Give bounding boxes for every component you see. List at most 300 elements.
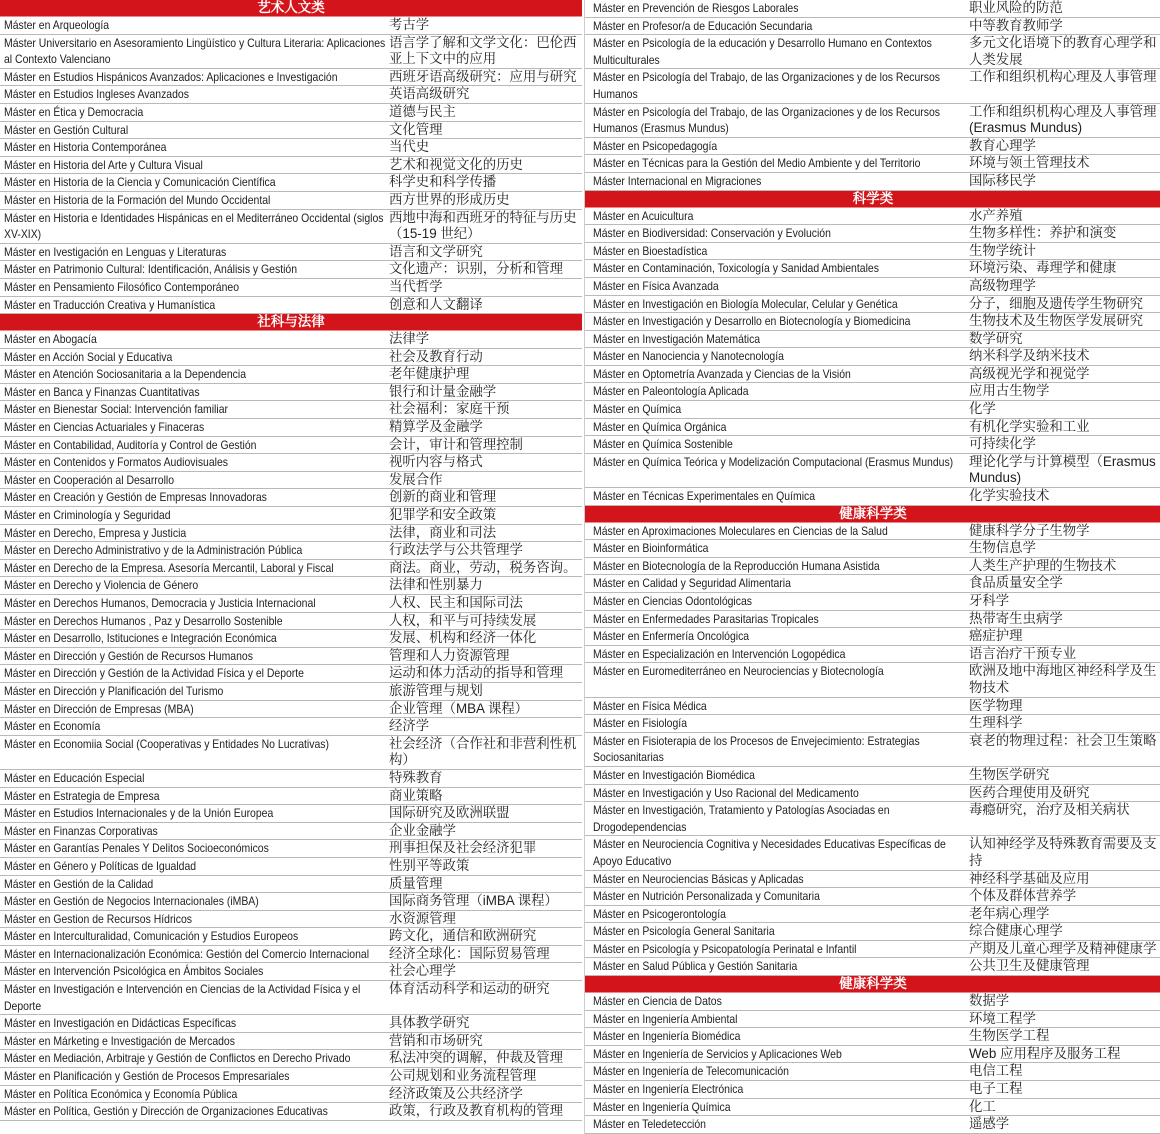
table-row xyxy=(585,593,1160,611)
table-row xyxy=(0,419,582,437)
program-name-es xyxy=(585,436,967,453)
program-name-es xyxy=(585,906,967,923)
table-row xyxy=(0,35,582,69)
program-name-es xyxy=(585,836,967,869)
program-name-es-text: Máster en Física Médica xyxy=(593,698,707,713)
program-name-es-text: Máster en Física Avanzada xyxy=(593,278,719,293)
program-name-zh: 国际商务管理（iMBA 课程） xyxy=(389,893,558,909)
program-name-es xyxy=(0,560,387,577)
program-name-es xyxy=(585,733,967,766)
program-name-zh: 西地中海和西班牙的特征与历史（15-19 世纪） xyxy=(389,209,577,242)
program-name-es xyxy=(585,767,967,784)
program-name-es-text: Máster en Ingeniería Electrónica xyxy=(593,1082,744,1097)
program-name-zh: 分子，细胞及遗传学生物研究 xyxy=(969,295,1144,311)
program-name-es xyxy=(0,770,387,787)
program-name-zh: 西方世界的形成历史 xyxy=(389,191,510,207)
program-name-es xyxy=(0,525,387,542)
program-name-zh: 纳米科学及纳米技术 xyxy=(969,348,1090,364)
program-name-es-text: Máster en Fisiología xyxy=(593,716,688,731)
program-name-es-text: Máster en Derecho y Violencia de Género xyxy=(4,578,199,593)
program-name-zh: 创意和人文翻译 xyxy=(389,296,483,312)
program-name-es-text: Máster en Internacionalización Económica: Gestión del Comercio Internacional xyxy=(4,946,370,961)
program-name-es xyxy=(0,981,387,1014)
program-name-es xyxy=(0,192,387,209)
table-row xyxy=(0,525,582,543)
program-name-es-text: Máster en Optometría Avanzada y Ciencias de la Visión xyxy=(593,366,851,381)
program-name-zh: 艺术和视觉文化的历史 xyxy=(389,156,523,172)
table-row xyxy=(0,244,582,262)
program-name-zh: 中等教育教师学 xyxy=(969,17,1063,33)
program-name-es xyxy=(0,665,387,682)
program-name-es-text: Máster en Garantías Penales Y Delitos Socioeconómicos xyxy=(4,841,269,856)
program-name-es-text: Máster en Acuicultura xyxy=(593,208,694,223)
table-row xyxy=(0,1015,582,1033)
program-name-es-text: Máster en Investigación Matemática xyxy=(593,331,761,346)
program-name-zh: 经济全球化：国际贸易管理 xyxy=(389,945,550,961)
program-name-es-text: Máster en Márketing e Investigación de Mercados xyxy=(4,1033,235,1048)
program-name-zh: 环境工程学 xyxy=(969,1010,1036,1026)
table-row xyxy=(585,523,1160,541)
program-name-es-text: Máster en Ivestigación en Lenguas y Literaturas xyxy=(4,244,227,259)
program-name-es-text: Máster en Economiia Social (Cooperativas y Entidades No Lucrativas) xyxy=(4,736,329,751)
program-name-es xyxy=(0,507,387,524)
program-name-es xyxy=(585,1099,967,1116)
program-name-es xyxy=(585,1116,967,1133)
program-name-zh: 语言学了解和文学文化：巴伦西亚上下文中的应用 xyxy=(389,34,577,67)
program-name-es xyxy=(585,35,967,68)
program-name-es-text: Máster en Paleontología Aplicada xyxy=(593,384,749,399)
program-name-es-text: Máster en Investigación e Intervención en Ciencias de la Actividad Física y el Deporte xyxy=(4,982,361,1013)
program-name-es xyxy=(585,923,967,940)
program-name-es-text: Máster en Química Orgánica xyxy=(593,419,727,434)
program-name-es-text: Máster en Dirección y Gestión de la Actividad Física y el Deporte xyxy=(4,666,305,681)
program-name-zh: 质量管理 xyxy=(389,875,443,891)
table-row xyxy=(0,174,582,192)
table-row xyxy=(0,472,582,490)
program-name-zh: 行政法学与公共管理学 xyxy=(389,542,523,558)
program-name-zh: 生理科学 xyxy=(969,715,1023,731)
table-row xyxy=(0,17,582,35)
program-name-es-text: Máster en Historia de la Formación del Mundo Occidental xyxy=(4,192,271,207)
section-header: 艺术人文类 xyxy=(0,0,582,17)
program-name-es-text: Máster en Dirección y Planificación del Turismo xyxy=(4,683,224,698)
program-name-zh: 公司规划和业务流程管理 xyxy=(389,1068,537,1084)
program-name-es-text: Máster en Dirección y Gestión de Recursos Humanos xyxy=(4,648,253,663)
table-row xyxy=(585,260,1160,278)
program-name-zh: 产期及儿童心理学及精神健康学 xyxy=(969,940,1157,956)
program-name-zh: 生物多样性：养护和演变 xyxy=(969,225,1117,241)
program-name-es-text: Máster en Psicología del Trabajo, de las Organizaciones y de los Recursos Humanos (Erasmus Mundus) xyxy=(593,104,941,136)
program-name-zh: 神经科学基础及应用 xyxy=(969,870,1090,886)
program-name-es-text: Máster en Gestion de Recursos Hídricos xyxy=(4,911,193,926)
program-name-es xyxy=(585,138,967,155)
program-name-zh: 发展、机构和经济一体化 xyxy=(389,630,537,646)
program-name-es-text: Máster en Investigación y Desarrollo en Biotecnología y Biomedicina xyxy=(593,314,911,329)
program-name-zh: 化学 xyxy=(969,401,996,417)
program-name-es xyxy=(0,542,387,559)
program-name-es xyxy=(0,1103,387,1120)
program-name-zh: 环境与领土管理技术 xyxy=(969,155,1090,171)
program-name-es xyxy=(0,718,387,735)
program-name-zh: 医学物理 xyxy=(969,697,1023,713)
program-name-es xyxy=(585,243,967,260)
program-name-es-text: Máster en Ciencias Actuariales y Finaceras xyxy=(4,420,205,435)
program-name-es-text: Máster en Atención Sociosanitaria a la Dependencia xyxy=(4,367,247,382)
program-name-es xyxy=(0,366,387,383)
program-name-zh: 教育心理学 xyxy=(969,137,1036,153)
table-row xyxy=(0,560,582,578)
program-name-es-text: Máster en Interculturalidad, Comunicación y Estudios Europeos xyxy=(4,929,299,944)
program-name-zh: 国际移民学 xyxy=(969,172,1036,188)
program-name-es-text: Máster en Gestión de la Calidad xyxy=(4,876,154,891)
program-name-es xyxy=(585,366,967,383)
program-name-es xyxy=(585,1028,967,1045)
program-name-es xyxy=(585,348,967,365)
program-name-es-text: Máster en Derecho, Empresa y Justicia xyxy=(4,525,187,540)
program-name-es-text: Máster en Ingeniería Biomédica xyxy=(593,1029,741,1044)
program-name-zh: 生物医学研究 xyxy=(969,766,1050,782)
program-name-zh: 理论化学与计算模型（Erasmus Mundus) xyxy=(969,453,1156,486)
table-row xyxy=(0,139,582,157)
program-name-es-text: Máster en Contenidos y Formatos Audiovisuales xyxy=(4,455,228,470)
table-row xyxy=(0,1103,582,1121)
program-name-es-text: Máster en Especialización en Intervención Logopédica xyxy=(593,646,846,661)
program-name-es-text: Máster en Enfermería Oncológica xyxy=(593,629,750,644)
program-name-zh: 私法冲突的调解，仲裁及管理 xyxy=(389,1050,564,1066)
table-row xyxy=(585,540,1160,558)
table-row xyxy=(585,715,1160,733)
program-name-es xyxy=(0,210,387,243)
table-row xyxy=(0,946,582,964)
table-row xyxy=(0,210,582,244)
table-row xyxy=(585,296,1160,314)
program-name-es-text: Máster en Investigación, Tratamiento y Patologías Asociadas en Drogodependencias xyxy=(593,803,890,834)
program-name-zh: 当代史 xyxy=(389,139,430,155)
table-row xyxy=(585,767,1160,785)
program-name-zh: 营销和市场研究 xyxy=(389,1032,483,1048)
program-name-es-text: Máster en Química Teórica y Modelización Computacional (Erasmus Mundus) xyxy=(593,454,954,469)
program-name-es xyxy=(0,401,387,418)
program-name-es-text: Máster en Nutrición Personalizada y Comunitaria xyxy=(593,889,820,904)
program-name-es-text: Máster en Enfermedades Parasitarias Tropicales xyxy=(593,611,819,626)
program-name-es xyxy=(585,69,967,102)
program-name-zh: 遥感学 xyxy=(969,1116,1010,1132)
program-name-zh: 工作和组织机构心理及人事管理 (Erasmus Mundus) xyxy=(969,103,1157,136)
program-name-zh: 社会福利：家庭干预 xyxy=(389,401,510,417)
program-name-es-text: Máster en Cooperación al Desarrollo xyxy=(4,472,175,487)
program-name-zh: 特殊教育 xyxy=(389,769,443,785)
program-name-es-text: Máster en Contabilidad, Auditoría y Control de Gestión xyxy=(4,437,257,452)
table-row xyxy=(0,279,582,297)
program-name-zh: 欧洲及地中海地区神经科学及生物技术 xyxy=(969,663,1157,695)
table-row xyxy=(0,157,582,175)
program-name-es xyxy=(585,871,967,888)
program-name-zh: 语言治疗干预专业 xyxy=(969,645,1077,661)
table-row xyxy=(585,906,1160,924)
program-name-es xyxy=(0,1086,387,1103)
program-name-es xyxy=(585,888,967,905)
program-name-es-text: Máster en Pensamiento Filosófico Contemporáneo xyxy=(4,279,240,294)
table-row xyxy=(0,489,582,507)
table-row xyxy=(0,577,582,595)
table-row xyxy=(0,69,582,87)
table-row xyxy=(585,366,1160,384)
table-row xyxy=(585,941,1160,959)
program-name-es-text: Máster en Bioestadística xyxy=(593,243,708,258)
table-row xyxy=(585,208,1160,226)
table-row xyxy=(0,122,582,140)
table-row xyxy=(0,1050,582,1068)
program-name-es xyxy=(0,963,387,980)
table-row xyxy=(0,701,582,719)
table-row xyxy=(585,958,1160,976)
table-row xyxy=(0,507,582,525)
program-name-es-text: Máster en Euromediterráneo en Neurociencias y Biotecnología xyxy=(593,664,884,679)
program-name-zh: 食品质量安全学 xyxy=(969,575,1063,591)
program-name-es xyxy=(585,401,967,418)
table-row xyxy=(585,1081,1160,1099)
table-row xyxy=(0,384,582,402)
program-name-zh: 法律，商业和司法 xyxy=(389,524,497,540)
program-name-es xyxy=(0,472,387,489)
program-name-zh: 环境污染、毒理学和健康 xyxy=(969,260,1117,276)
table-row xyxy=(0,454,582,472)
program-name-es xyxy=(585,715,967,732)
program-name-zh: 化学实验技术 xyxy=(969,488,1050,504)
program-name-zh: 政策，行政及教育机构的管理 xyxy=(389,1103,564,1119)
program-name-es-text: Máster en Abogacía xyxy=(4,332,97,347)
program-name-es xyxy=(585,208,967,225)
program-name-es xyxy=(585,958,967,975)
program-name-es-text: Máster en Química Sostenible xyxy=(593,437,733,452)
program-name-es xyxy=(0,823,387,840)
program-name-es-text: Máster en Nanociencia y Nanotecnología xyxy=(593,349,784,364)
program-name-zh: 生物技术及生物医学发展研究 xyxy=(969,313,1144,329)
program-name-zh: 社会心理学 xyxy=(389,963,456,979)
table-row xyxy=(585,888,1160,906)
program-name-zh: 多元文化语境下的教育心理学和人类发展 xyxy=(969,35,1157,67)
table-row xyxy=(0,648,582,666)
program-name-zh: 水产养殖 xyxy=(969,207,1023,223)
program-name-es-text: Máster en Economía xyxy=(4,719,101,734)
program-name-es xyxy=(585,540,967,557)
section-header: 健康科学类 xyxy=(585,506,1160,523)
program-name-zh: 运动和体力活动的指导和管理 xyxy=(389,665,564,681)
table-row xyxy=(585,488,1160,506)
table-row xyxy=(0,437,582,455)
table-row xyxy=(585,313,1160,331)
program-name-zh: 跨文化，通信和欧洲研究 xyxy=(389,928,537,944)
program-name-es-text: Máster en Ingeniería de Telecomunicación xyxy=(593,1064,789,1079)
table-row xyxy=(0,840,582,858)
table-row xyxy=(0,192,582,210)
program-name-es xyxy=(0,1050,387,1067)
program-name-es xyxy=(585,785,967,802)
program-name-es-text: Máster en Estudios Ingleses Avanzados xyxy=(4,87,189,102)
program-name-es xyxy=(0,805,387,822)
table-row xyxy=(0,349,582,367)
table-row xyxy=(0,86,582,104)
program-name-es xyxy=(0,648,387,665)
program-name-zh: 精算学及金融学 xyxy=(389,419,483,435)
program-name-es-text: Máster en Mediación, Arbitraje y Gestión de Conflictos en Derecho Privado xyxy=(4,1051,351,1066)
table-row xyxy=(585,401,1160,419)
program-name-zh: 文化管理 xyxy=(389,121,443,137)
program-name-es xyxy=(585,488,967,505)
table-row xyxy=(585,104,1160,138)
program-name-zh: 商业策略 xyxy=(389,787,443,803)
table-row xyxy=(585,646,1160,664)
program-name-es-text: Máster en Salud Pública y Gestión Sanitaria xyxy=(593,959,798,974)
table-row xyxy=(585,836,1160,870)
program-name-es-text: Máster en Gestión de Negocios Internacionales (iMBA) xyxy=(4,894,259,909)
program-name-es xyxy=(0,17,387,34)
table-row xyxy=(0,261,582,279)
program-name-es-text: Máster en Profesor/a de Educación Secundaria xyxy=(593,18,813,33)
program-name-es-text: Máster en Biodiversidad: Conservación y Evolución xyxy=(593,226,831,241)
table-row xyxy=(585,923,1160,941)
program-name-zh: 科学史和科学传播 xyxy=(389,174,497,190)
program-name-es xyxy=(585,173,967,190)
table-row xyxy=(0,401,582,419)
table-row xyxy=(585,18,1160,36)
table-row xyxy=(585,1099,1160,1117)
program-name-es-text: Máster en Finanzas Corporativas xyxy=(4,823,158,838)
table-row xyxy=(585,733,1160,767)
table-row xyxy=(585,69,1160,103)
section-header: 科学类 xyxy=(585,191,1160,208)
program-name-es-text: Máster en Intervención Psicológica en Ámbitos Sociales xyxy=(4,964,264,979)
table-row xyxy=(0,366,582,384)
table-row xyxy=(0,595,582,613)
program-name-zh: 应用古生物学 xyxy=(969,383,1050,399)
program-name-es-text: Máster en Investigación en Didácticas Específicas xyxy=(4,1016,237,1031)
program-name-es xyxy=(0,69,387,86)
program-name-zh: 法律和性别暴力 xyxy=(389,577,483,593)
program-name-es-text: Máster en Teledetección xyxy=(593,1117,706,1132)
program-name-es-text: Máster en Contaminación, Toxicología y Sanidad Ambientales xyxy=(593,261,879,276)
program-name-zh: 具体教学研究 xyxy=(389,1015,470,1031)
program-name-zh: 健康科学分子生物学 xyxy=(969,522,1090,538)
program-name-es xyxy=(0,139,387,156)
program-name-es-text: Máster en Bienestar Social: Intervención familiar xyxy=(4,402,228,417)
table-row xyxy=(0,665,582,683)
program-name-zh: 可持续化学 xyxy=(969,436,1036,452)
program-name-es-text: Máster en Dirección de Empresas (MBA) xyxy=(4,701,194,716)
program-name-es xyxy=(0,104,387,121)
table-row xyxy=(585,1028,1160,1046)
program-name-es xyxy=(0,911,387,928)
program-name-zh: 老年病心理学 xyxy=(969,905,1050,921)
program-name-zh: 文化遗产：识别，分析和管理 xyxy=(389,261,564,277)
program-name-es xyxy=(0,331,387,348)
program-name-zh: 社会经济（合作社和非营利性机构） xyxy=(389,735,577,768)
program-name-es-text: Máster en Química xyxy=(593,402,682,417)
program-name-es-text: Máster en Estrategia de Empresa xyxy=(4,788,160,803)
program-name-es-text: Máster en Ética y Democracia xyxy=(4,104,144,119)
program-name-es-text: Máster en Estudios Hispánicos Avanzados: Aplicaciones e Investigación xyxy=(4,69,338,84)
program-name-es xyxy=(585,0,967,17)
program-name-es xyxy=(0,1068,387,1085)
program-name-zh: 癌症护理 xyxy=(969,628,1023,644)
program-name-zh: 化工 xyxy=(969,1098,996,1114)
program-name-zh: 衰老的物理过程：社会卫生策略 xyxy=(969,732,1157,748)
program-name-es xyxy=(0,595,387,612)
program-name-es-text: Máster en Técnicas para la Gestión del Medio Ambiente y del Territorio xyxy=(593,156,921,171)
table-row xyxy=(585,993,1160,1011)
program-name-es-text: Máster en Ingeniería Química xyxy=(593,1099,731,1114)
table-row xyxy=(0,1033,582,1051)
table-row xyxy=(0,104,582,122)
program-name-zh: 高级视光学和视觉学 xyxy=(969,365,1090,381)
program-name-es-text: Máster en Derecho Administrativo y de la Administración Pública xyxy=(4,543,303,558)
program-name-zh: 国际研究及欧洲联盟 xyxy=(389,805,510,821)
program-name-zh: 管理和人力资源管理 xyxy=(389,647,510,663)
program-name-zh: 数学研究 xyxy=(969,330,1023,346)
program-name-es xyxy=(585,331,967,348)
table-row xyxy=(585,454,1160,488)
program-name-zh: 商法。商业，劳动，税务咨询。 xyxy=(389,559,577,575)
program-name-zh: 会计，审计和管理控制 xyxy=(389,436,523,452)
table-row xyxy=(0,770,582,788)
program-name-es xyxy=(585,523,967,540)
program-name-es-text: Máster en Psicología y Psicopatología Perinatal e Infantil xyxy=(593,941,857,956)
program-name-es-text: Máster en Estudios Internacionales y de la Unión Europea xyxy=(4,806,274,821)
table-row xyxy=(585,173,1160,191)
program-name-es-text: Máster en Educación Especial xyxy=(4,770,145,785)
program-name-es xyxy=(0,876,387,893)
table-row xyxy=(0,736,582,770)
program-name-es xyxy=(0,157,387,174)
program-name-es xyxy=(585,628,967,645)
program-name-es xyxy=(585,802,967,835)
program-name-es xyxy=(585,383,967,400)
program-name-es-text: Máster en Bioinformática xyxy=(593,541,709,556)
program-name-es xyxy=(585,155,967,172)
program-name-es xyxy=(0,840,387,857)
program-name-zh: 法律学 xyxy=(389,331,430,347)
program-name-es-text: Máster en Criminología y Seguridad xyxy=(4,508,171,523)
table-row xyxy=(585,155,1160,173)
program-name-zh: 企业管理（MBA 课程） xyxy=(389,700,529,716)
program-name-es xyxy=(0,1033,387,1050)
program-name-es-text: Máster en Política, Gestión y Dirección de Organizaciones Educativas xyxy=(4,1104,328,1119)
program-name-es-text: Máster en Arqueología xyxy=(4,18,110,32)
table-row xyxy=(585,1011,1160,1029)
program-name-es xyxy=(585,313,967,330)
program-name-es xyxy=(0,630,387,647)
program-name-es-text: Máster en Historia Contemporánea xyxy=(4,140,167,155)
program-name-zh: 人类生产护理的生物技术 xyxy=(969,557,1117,573)
program-name-zh: 性别平等政策 xyxy=(389,857,470,873)
table-row xyxy=(585,611,1160,629)
program-name-zh: 创新的商业和管理 xyxy=(389,489,497,505)
program-name-es-text: Máster en Investigación y Uso Racional del Medicamento xyxy=(593,785,859,800)
table-row xyxy=(585,785,1160,803)
program-name-es xyxy=(585,993,967,1010)
program-name-es xyxy=(0,683,387,700)
table-row xyxy=(585,1063,1160,1081)
program-name-zh: 犯罪学和安全政策 xyxy=(389,507,497,523)
program-name-es xyxy=(0,1015,387,1032)
program-name-es-text: Máster en Derecho de la Empresa. Asesoría Mercantil, Laboral y Fiscal xyxy=(4,560,334,575)
table-row xyxy=(585,348,1160,366)
program-name-es xyxy=(585,260,967,277)
program-name-zh: 企业金融学 xyxy=(389,822,456,838)
program-name-zh: 认知神经学及特殊教育需要及支持 xyxy=(969,836,1157,868)
program-name-es xyxy=(0,788,387,805)
program-name-es xyxy=(0,384,387,401)
